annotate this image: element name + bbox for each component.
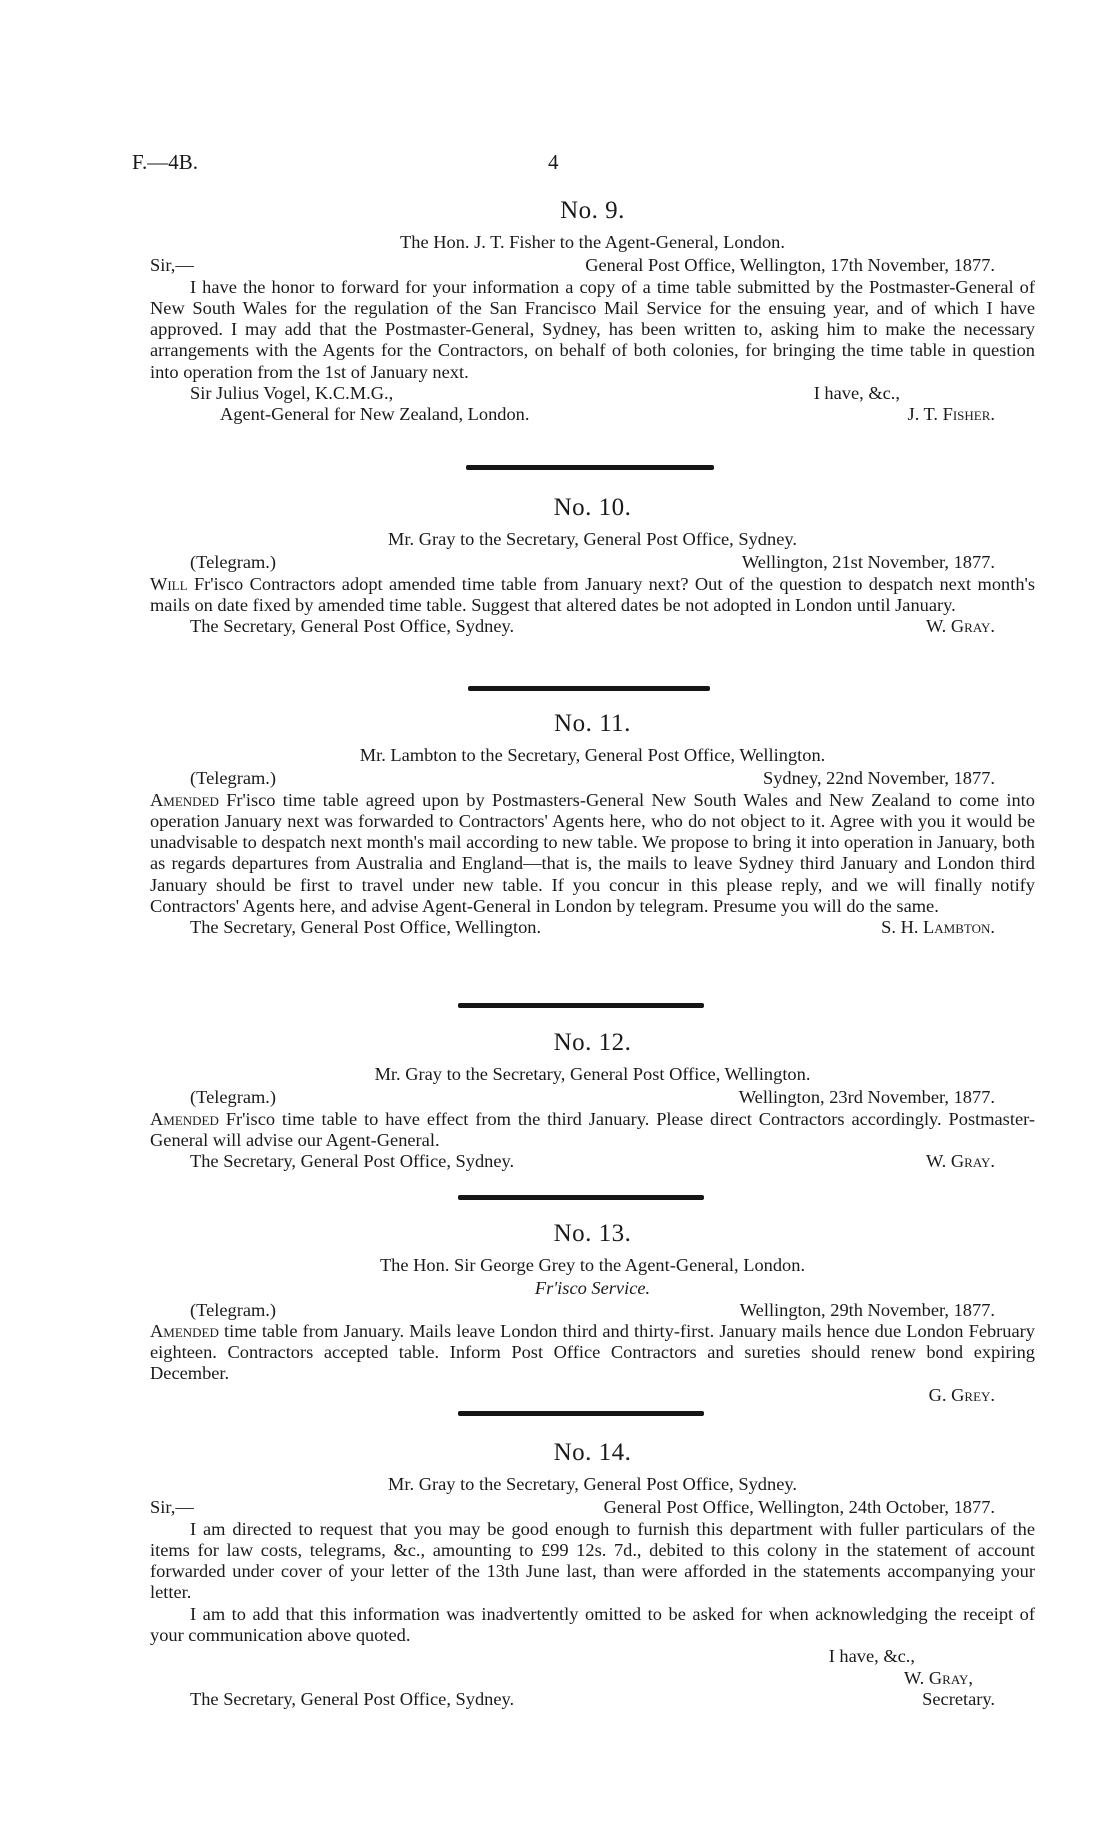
dateline: Wellington, 23rd November, 1877. xyxy=(738,1087,995,1108)
letter-body-2: I am to add that this information was inadvertently omitted to be asked for when acknowledging the receipt of your communication above quoted. xyxy=(150,1603,1035,1646)
signer-title: Secretary. xyxy=(922,1688,995,1709)
first-word: Will xyxy=(150,573,188,594)
letter-number: No. 12. xyxy=(553,1029,632,1056)
recipient: The Secretary, General Post Office, Sydney. xyxy=(190,1151,515,1172)
salutation-row xyxy=(150,255,1035,276)
salutation: Sir,— xyxy=(150,1497,194,1518)
dateline: Sydney, 22nd November, 1877. xyxy=(762,768,995,789)
letter-address: Mr. Gray to the Secretary, General Post Office, Wellington. xyxy=(374,1064,811,1084)
letter-address: The Hon. Sir George Grey to the Agent-General, London. xyxy=(379,1255,806,1275)
telegram-marker: (Telegram.) xyxy=(190,1299,277,1320)
signature: G. Grey. xyxy=(928,1384,995,1405)
dateline: Wellington, 21st November, 1877. xyxy=(741,552,995,573)
telegram-row xyxy=(150,768,1035,789)
recipient-line-1: Sir Julius Vogel, K.C.M.G., xyxy=(190,383,394,404)
recipient: The Secretary, General Post Office, Sydney. xyxy=(190,616,515,637)
page-header-code: F.—4B. xyxy=(132,150,199,174)
dateline: Wellington, 29th November, 1877. xyxy=(739,1299,995,1320)
letter-body xyxy=(150,1321,1035,1385)
letter-no-14 xyxy=(150,1438,1035,1710)
section-divider xyxy=(468,686,710,691)
letter-no-13 xyxy=(150,1219,1035,1406)
letter-body: I am directed to request that you may be good enough to furnish this department with fuller particulars of the items for law costs, telegrams, &c., amounting to £99 12s. 7d., debited to this colony in the statement of account forwarded under cover of your letter of the 13th June last, than were afforded in the statements accompanying your letter. xyxy=(150,1518,1035,1603)
page-number: 4 xyxy=(548,150,559,174)
letter-body xyxy=(150,790,1035,918)
dateline: General Post Office, Wellington, 24th October, 1877. xyxy=(603,1497,995,1518)
letter-address: Mr. Gray to the Secretary, General Post Office, Sydney. xyxy=(388,529,797,549)
closing: I have, &c., xyxy=(828,1646,915,1667)
dateline: General Post Office, Wellington, 17th November, 1877. xyxy=(585,255,995,276)
recipient-line-2: Agent-General for New Zealand, London. xyxy=(220,404,530,425)
first-word: Amended xyxy=(150,789,219,810)
telegram-row xyxy=(150,1300,1035,1321)
section-divider xyxy=(458,1411,704,1416)
telegram-row xyxy=(150,1087,1035,1108)
salutation: Sir,— xyxy=(150,255,194,276)
signature-row xyxy=(150,917,1035,938)
first-word: Amended xyxy=(150,1320,219,1341)
signature-row xyxy=(150,616,1035,637)
recipient: The Secretary, General Post Office, Wellington. xyxy=(190,917,542,938)
signature: W. Gray. xyxy=(926,616,995,637)
body-text: Fr'isco Contractors adopt amended time table from January next? Out of the question to despatch next month's mails on date fixed by amended time table. Suggest that altered dates be not adopted in London until January. xyxy=(150,573,1035,615)
section-divider xyxy=(466,465,714,470)
letter-number: No. 11. xyxy=(554,710,631,737)
letter-address: Mr. Gray to the Secretary, General Post Office, Sydney. xyxy=(388,1474,797,1494)
letter-address: Mr. Lambton to the Secretary, General Post Office, Wellington. xyxy=(359,745,826,765)
letter-no-11 xyxy=(150,709,1035,939)
signature: W. Gray. xyxy=(926,1151,995,1172)
letter-subtitle: Fr'isco Service. xyxy=(534,1278,651,1299)
signature-row xyxy=(150,1689,1035,1710)
letter-number: No. 9. xyxy=(560,197,625,224)
signature: J. T. Fisher. xyxy=(907,404,995,425)
closing-row xyxy=(150,383,1035,404)
body-text: Fr'isco time table to have effect from the third January. Please direct Contractors accordingly. Postmaster-General will advise our Agent-General. xyxy=(150,1108,1035,1150)
salutation-row xyxy=(150,1497,1035,1518)
telegram-marker: (Telegram.) xyxy=(190,768,277,789)
signature-row xyxy=(150,1151,1035,1172)
closing-row-2 xyxy=(150,404,1035,425)
section-divider xyxy=(458,1195,704,1200)
letter-number: No. 13. xyxy=(553,1220,632,1247)
letter-address: The Hon. J. T. Fisher to the Agent-General, London. xyxy=(400,232,785,252)
body-text: time table from January. Mails leave London third and thirty-first. January mails hence due London February eighteen. Contractors accepted table. Inform Post Office Contractors and sureties should renew bond expiring December. xyxy=(150,1320,1035,1384)
first-word: Amended xyxy=(150,1108,219,1129)
telegram-marker: (Telegram.) xyxy=(190,552,277,573)
signature: W. Gray, xyxy=(904,1667,973,1688)
body-text: Fr'isco time table agreed upon by Postmasters-General New South Wales and New Zealand to come into operation January next was forwarded to Contractors' Agents here, who do not object to it. Agree with you it would be unadvisable to despatch next month's mail according to new table. We propose to bring it into operation in January, both as regards departures from Australia and England—that is, the mails to leave Sydney third January and London third January should be first to travel under new table. If you concur in this please reply, and we will finally notify Contractors' Agents here, and advise Agent-General in London by telegram. Presume you will do the same. xyxy=(150,789,1035,917)
letter-no-9 xyxy=(150,196,1035,426)
letter-number: No. 10. xyxy=(553,494,632,521)
letter-number: No. 14. xyxy=(553,1439,632,1466)
telegram-marker: (Telegram.) xyxy=(190,1087,277,1108)
telegram-row xyxy=(150,552,1035,573)
letter-body xyxy=(150,574,1035,617)
letter-body xyxy=(150,1109,1035,1152)
signature: S. H. Lambton. xyxy=(881,917,995,938)
closing: I have, &c., xyxy=(813,383,900,404)
recipient: The Secretary, General Post Office, Sydney. xyxy=(190,1688,515,1709)
section-divider xyxy=(458,1003,704,1008)
letter-no-10 xyxy=(150,493,1035,637)
letter-body: I have the honor to forward for your information a copy of a time table submitted by the Postmaster-General of New South Wales for the regulation of the San Francisco Mail Service for the ensuing year, and of which I have approved. I may add that the Postmaster-General, Sydney, has been written to, asking him to make the necessary arrangements with the Agents for the Contractors, on behalf of both colonies, for bringing the time table in question into operation from the 1st of January next. xyxy=(150,276,1035,382)
letter-no-12 xyxy=(150,1028,1035,1172)
